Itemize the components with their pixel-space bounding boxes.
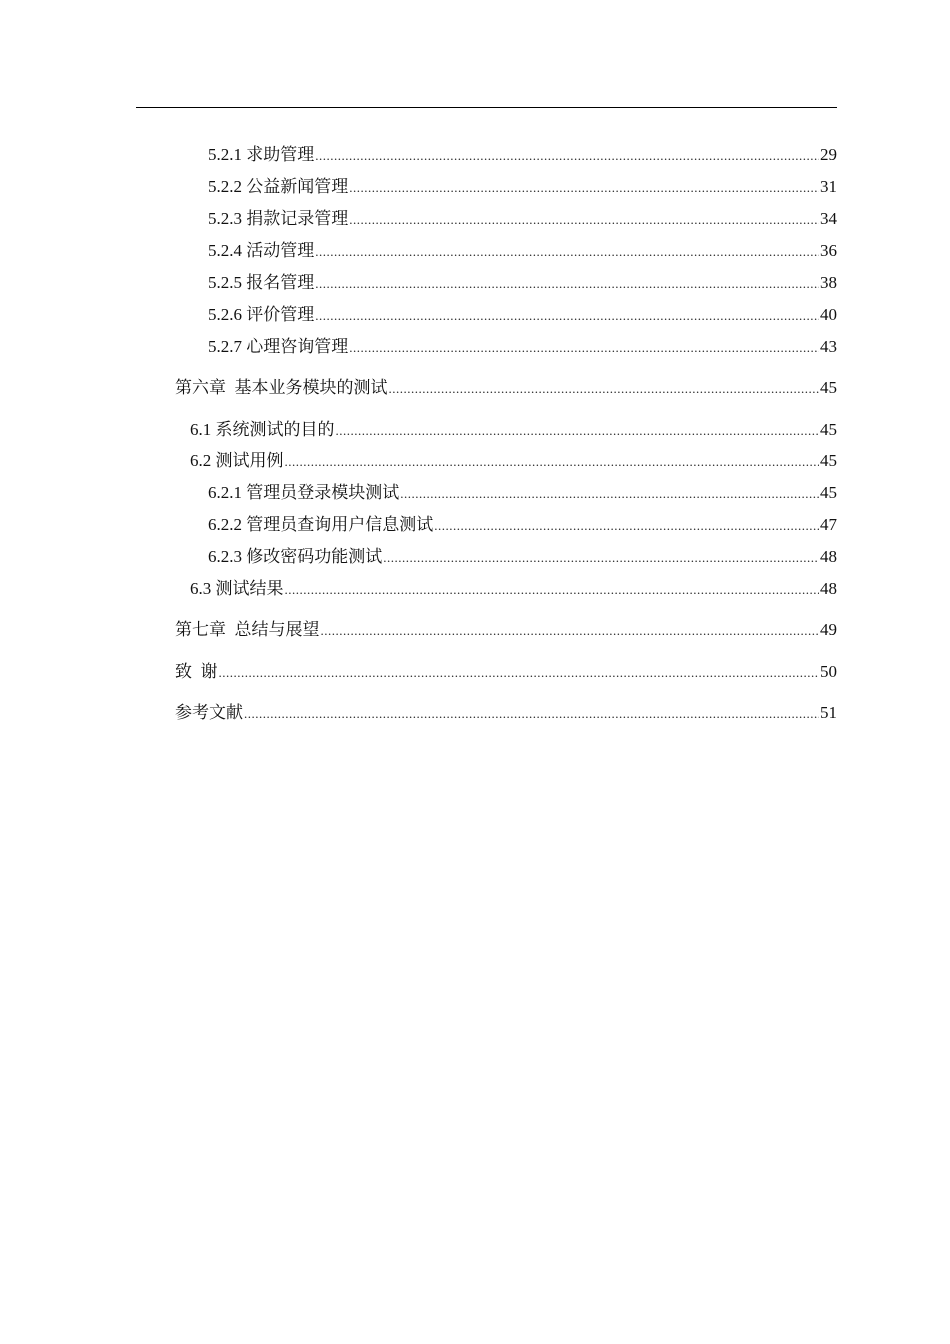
toc-entry-page: 48 [820,579,837,598]
toc-entry-page: 48 [820,547,837,566]
toc-entry-title: 参考文献 [175,703,243,722]
toc-entry-5-2-7[interactable] [208,336,837,359]
toc-dot-leader [349,337,819,359]
toc-entry-page: 31 [820,177,837,196]
toc-dot-leader [285,451,820,473]
toc-entry-5-2-2[interactable] [208,176,837,199]
toc-entry-5-2-5[interactable] [208,272,837,295]
toc-entry-chapter-7[interactable] [175,619,837,642]
toc-entry-title: 6.2.1 管理员登录模块测试 [208,483,400,502]
toc-entry-chapter-6[interactable] [175,377,837,400]
toc-entry-references[interactable] [175,702,837,725]
toc-dot-leader [315,305,819,327]
toc-entry-page: 43 [820,337,837,356]
toc-dot-leader [349,209,819,231]
toc-dot-leader [389,378,820,400]
toc-dot-leader [434,515,819,537]
toc-dot-leader [285,579,820,601]
toc-entry-title: 5.2.4 活动管理 [208,241,315,260]
toc-dot-leader [383,547,819,569]
toc-entry-title: 致 谢 [175,662,218,681]
toc-entry-title: 5.2.2 公益新闻管理 [208,177,349,196]
toc-entry-acknowledgements[interactable] [175,661,837,684]
toc-entry-title: 第六章 基本业务模块的测试 [175,378,388,397]
toc-entry-title: 5.2.1 求助管理 [208,145,315,164]
toc-dot-leader [315,273,819,295]
toc-entry-page: 36 [820,241,837,260]
toc-entry-6-2[interactable] [190,450,837,473]
toc-entry-5-2-3[interactable] [208,208,837,231]
toc-entry-page: 45 [820,483,837,502]
toc-entry-5-2-6[interactable] [208,304,837,327]
toc-dot-leader [321,620,820,642]
toc-entry-page: 34 [820,209,837,228]
toc-entry-6-2-2[interactable] [208,514,837,537]
toc-entry-page: 45 [820,420,837,439]
toc-dot-leader [315,145,819,167]
toc-entry-6-2-1[interactable] [208,482,837,505]
toc-entry-title: 6.3 测试结果 [190,579,284,598]
toc-entry-page: 29 [820,145,837,164]
toc-dot-leader [349,177,819,199]
toc-entry-5-2-1[interactable] [208,144,837,167]
toc-entry-page: 51 [820,703,837,722]
toc-entry-page: 45 [820,451,837,470]
toc-entry-6-1[interactable] [190,419,837,442]
toc-entry-page: 38 [820,273,837,292]
toc-entry-6-3[interactable] [190,578,837,601]
toc-entry-page: 47 [820,515,837,534]
toc-dot-leader [315,241,819,263]
toc-entry-title: 6.2.3 修改密码功能测试 [208,547,383,566]
toc-entry-title: 5.2.6 评价管理 [208,305,315,324]
toc-entry-title: 6.2 测试用例 [190,451,284,470]
toc-entry-6-2-3[interactable] [208,546,837,569]
toc-entry-page: 45 [820,378,837,397]
toc-entry-title: 6.1 系统测试的目的 [190,420,335,439]
toc-entry-title: 5.2.7 心理咨询管理 [208,337,349,356]
toc-dot-leader [400,483,819,505]
toc-dot-leader [336,420,820,442]
toc-entry-5-2-4[interactable] [208,240,837,263]
toc-entry-page: 50 [820,662,837,681]
toc-entry-page: 40 [820,305,837,324]
toc-entry-title: 第七章 总结与展望 [175,620,320,639]
toc-entry-title: 5.2.5 报名管理 [208,273,315,292]
toc-entry-title: 6.2.2 管理员查询用户信息测试 [208,515,434,534]
toc-dot-leader [244,703,819,725]
toc-entry-page: 49 [820,620,837,639]
toc-dot-leader [219,662,820,684]
toc-entry-title: 5.2.3 捐款记录管理 [208,209,349,228]
